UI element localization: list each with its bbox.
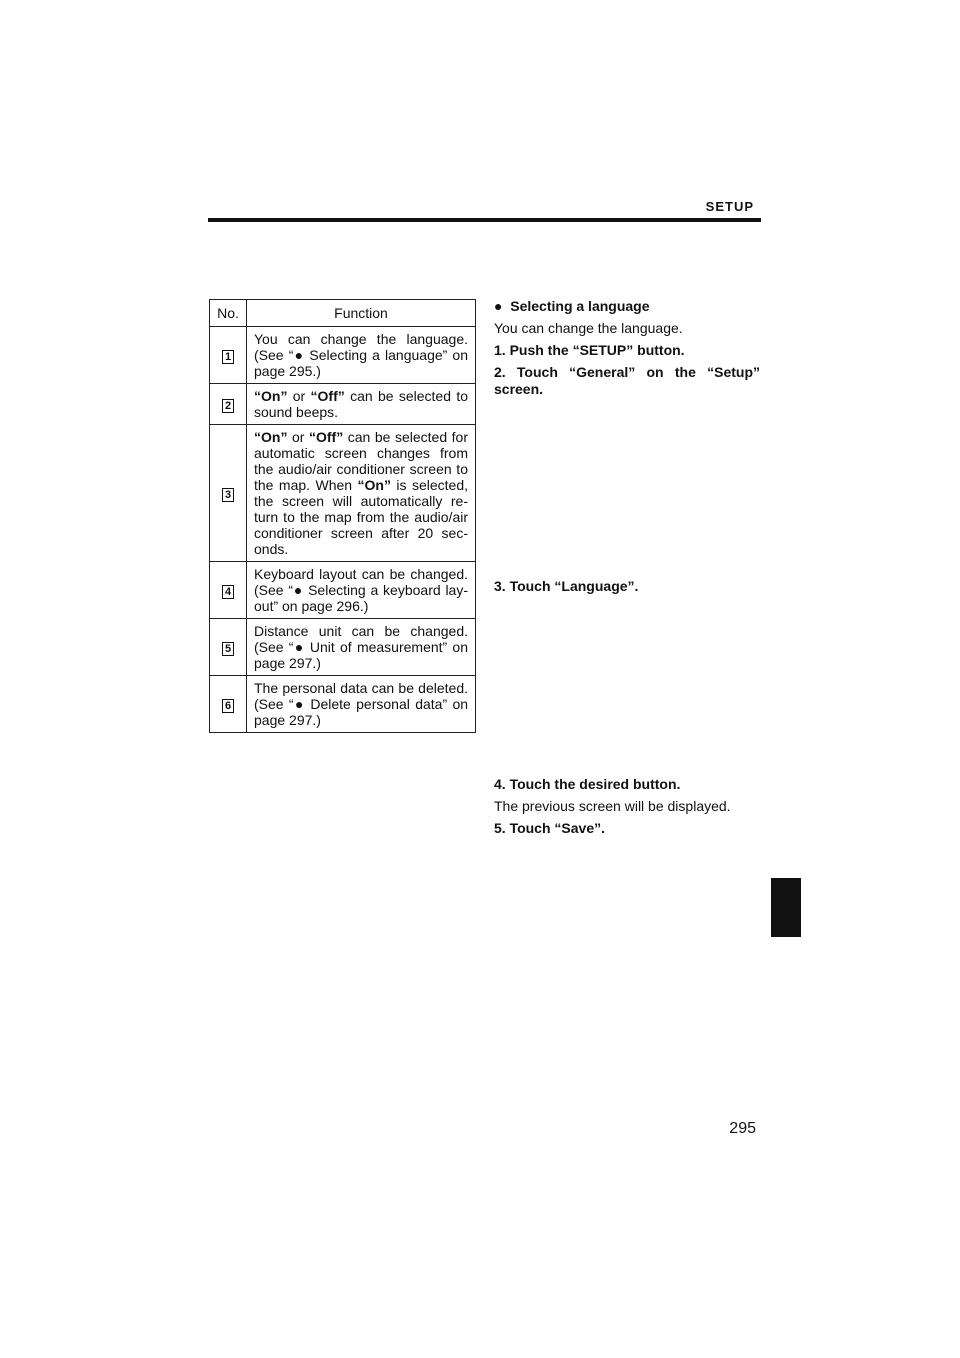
- table-row: [210, 425, 476, 562]
- step-1: 1. Push the “SETUP” button.: [494, 342, 685, 358]
- bullet-icon: ●: [293, 347, 305, 363]
- description-text: or: [287, 388, 311, 404]
- table-row: [210, 619, 476, 676]
- table-row: [210, 676, 476, 733]
- description-text: can be selected to sound beeps.: [254, 388, 468, 420]
- header-rule: [208, 218, 761, 222]
- description-text: Keyboard layout can be changed. (See “: [254, 566, 468, 598]
- function-description: [247, 425, 476, 562]
- column-header-no: No.: [210, 300, 247, 327]
- page-number: 295: [729, 1120, 756, 1137]
- column-header-function: Function: [247, 300, 476, 327]
- row-number-box: 2: [222, 399, 234, 413]
- function-description: [247, 676, 476, 733]
- intro-text: You can change the language.: [494, 320, 683, 336]
- description-text: You can change the language. (See “: [254, 331, 468, 363]
- description-text: is selected, the screen will automatically re-turn to the map from the audio/air conditioner screen after 20 sec-onds.: [254, 477, 468, 557]
- description-text: Distance unit can be changed. (See “: [254, 623, 468, 655]
- description-text: can be selected for automatic screen changes from the audio/air conditioner screen to the map. When: [254, 429, 468, 493]
- heading-text: Selecting a language: [510, 298, 650, 314]
- row-number-box: 6: [222, 699, 234, 713]
- row-number-cell: [210, 676, 247, 733]
- function-description: [247, 619, 476, 676]
- row-number-box: 3: [222, 488, 234, 502]
- row-number-box: 1: [222, 350, 234, 364]
- description-text: The personal data can be deleted. (See “: [254, 680, 468, 712]
- section-tab-marker: [771, 878, 801, 937]
- bold-term: “On”: [254, 388, 288, 404]
- bold-term: “Off”: [310, 388, 345, 404]
- bullet-icon: ●: [293, 696, 305, 712]
- table-body: [210, 327, 476, 733]
- step-5: 5. Touch “Save”.: [494, 820, 605, 836]
- bullet-icon: ●: [293, 639, 305, 655]
- description-text: Selecting a keyboard lay-out” on page 296.): [254, 582, 468, 614]
- bold-term: “On”: [254, 429, 288, 445]
- step-2: 2. Touch “General” on the “Setup” screen.: [494, 364, 760, 397]
- bold-term: “Off”: [308, 429, 344, 445]
- bullet-icon: ●: [494, 298, 503, 314]
- step-4-note: The previous screen will be displayed.: [494, 798, 731, 814]
- row-number-cell: [210, 619, 247, 676]
- description-text: Selecting a language” on page 295.): [254, 347, 468, 379]
- function-description: [247, 562, 476, 619]
- row-number-cell: [210, 425, 247, 562]
- function-table: [209, 299, 476, 733]
- row-number-cell: [210, 327, 247, 384]
- description-text: or: [287, 429, 309, 445]
- description-text: Delete personal data” on page 297.): [254, 696, 469, 728]
- step-4: 4. Touch the desired button.: [494, 776, 681, 792]
- row-number-cell: [210, 562, 247, 619]
- table-header-row: [210, 300, 476, 327]
- table-row: [210, 384, 476, 425]
- description-text: Unit of measurement” on page 297.): [254, 639, 469, 671]
- function-description: [247, 327, 476, 384]
- function-description: [247, 384, 476, 425]
- table-row: [210, 562, 476, 619]
- row-number-box: 5: [222, 642, 234, 656]
- bullet-icon: ●: [293, 582, 304, 598]
- step-3: 3. Touch “Language”.: [494, 578, 639, 594]
- row-number-cell: [210, 384, 247, 425]
- bold-term: “On”: [357, 477, 391, 493]
- subsection-heading: [494, 298, 760, 315]
- section-title: SETUP: [705, 199, 754, 214]
- table-row: [210, 327, 476, 384]
- row-number-box: 4: [222, 585, 234, 599]
